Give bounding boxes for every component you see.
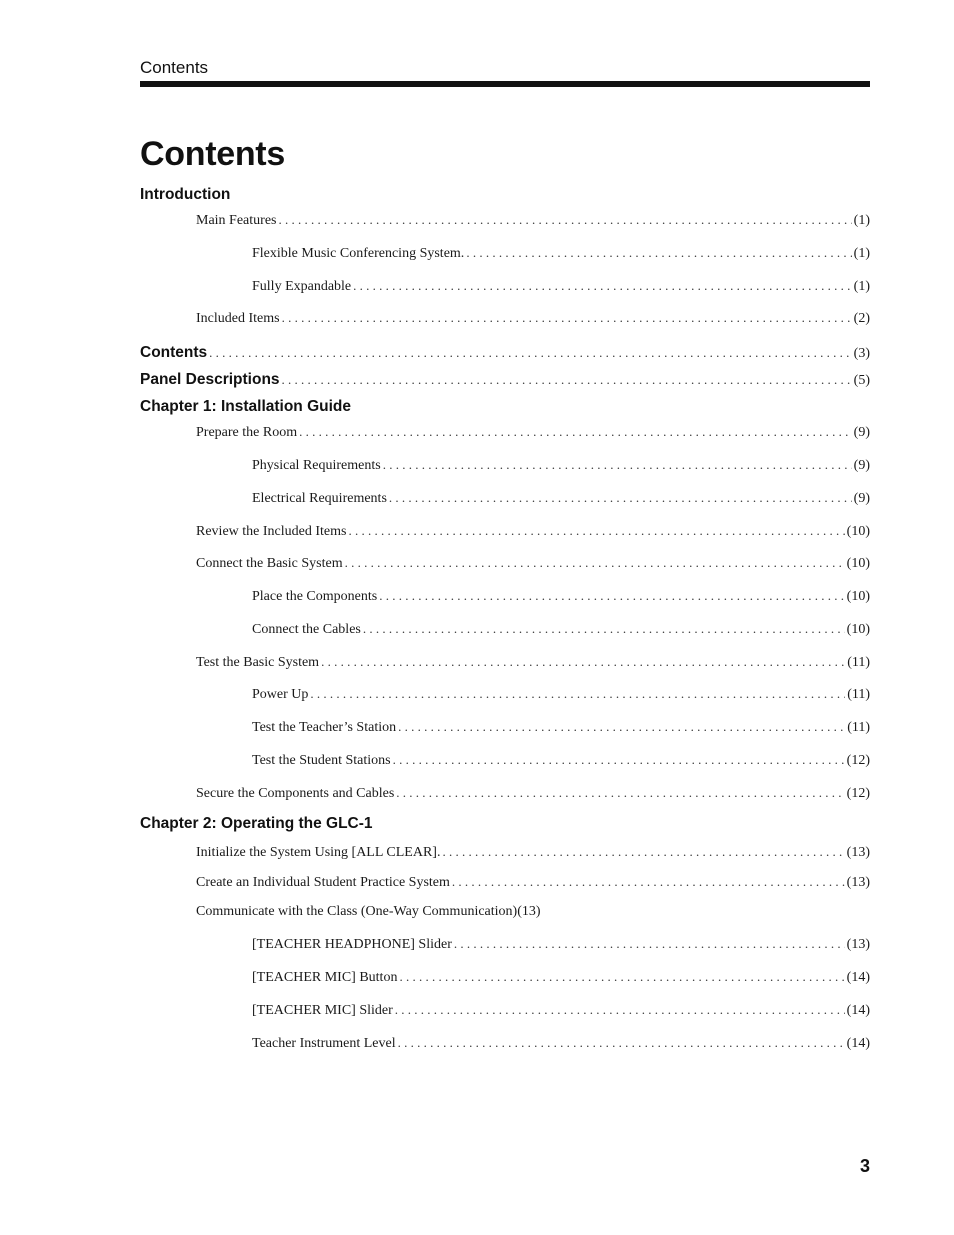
toc-page: (1)	[853, 213, 870, 228]
toc-page: (9)	[853, 458, 870, 473]
toc-entry-cables[interactable]	[252, 621, 870, 638]
toc-label: Prepare the Room	[196, 425, 298, 440]
toc-page: (10)	[846, 589, 870, 604]
toc-label: Connect the Cables	[252, 622, 361, 637]
toc-entry-headphone[interactable]	[252, 936, 870, 953]
toc-page: (14)	[846, 970, 870, 985]
toc-entry-flexible[interactable]	[252, 245, 870, 262]
toc-entry-instrument[interactable]	[252, 1035, 870, 1052]
toc-entry-electrical[interactable]	[252, 490, 870, 507]
toc-page: (11)	[847, 655, 870, 670]
toc-page: (2)	[853, 311, 870, 326]
toc-page: (10)	[846, 524, 870, 539]
toc-entry-communicate[interactable]: Communicate with the Class (One-Way Communication)(13)	[196, 904, 541, 919]
toc-label: [TEACHER HEADPHONE] Slider	[252, 937, 452, 952]
toc-entry-physical[interactable]	[252, 457, 870, 474]
page-number: 3	[859, 1156, 870, 1176]
toc-entry-prepare[interactable]	[196, 424, 870, 441]
toc-entry-connect-basic[interactable]	[196, 555, 870, 572]
dot-leader	[398, 1035, 845, 1051]
dot-leader	[396, 785, 844, 801]
dot-leader	[399, 969, 844, 985]
toc-label: Panel Descriptions	[140, 371, 280, 388]
dot-leader	[348, 523, 844, 539]
toc-page: (14)	[846, 1003, 870, 1018]
toc-page: (11)	[847, 720, 870, 735]
toc-page: (14)	[846, 1036, 870, 1051]
toc-entry-contents[interactable]	[140, 344, 870, 362]
toc-page: (9)	[853, 425, 870, 440]
toc-label: Create an Individual Student Practice System	[196, 875, 450, 890]
dot-leader	[442, 844, 844, 860]
toc-label: Review the Included Items	[196, 524, 347, 539]
toc-page: (13)	[846, 845, 870, 860]
dot-leader	[398, 719, 845, 735]
toc-page: (1)	[853, 279, 870, 294]
dot-leader	[466, 245, 851, 261]
toc-page: (10)	[846, 622, 870, 637]
toc-page: (9)	[853, 491, 870, 506]
page-title: Contents	[140, 135, 285, 173]
dot-leader	[353, 278, 852, 294]
toc-label: Fully Expandable	[252, 279, 352, 294]
dot-leader	[282, 372, 852, 388]
toc-entry-test-basic[interactable]	[196, 654, 870, 671]
toc-page: (5)	[853, 373, 870, 388]
toc-entry-included[interactable]	[196, 310, 870, 327]
toc-label: Electrical Requirements	[252, 491, 387, 506]
toc-label: Secure the Components and Cables	[196, 786, 395, 801]
section-chapter-2: Chapter 2: Operating the GLC-1	[140, 815, 373, 832]
toc-label: Test the Student Stations	[252, 753, 391, 768]
toc-entry-expandable[interactable]	[252, 278, 870, 295]
toc-label: Test the Teacher’s Station	[252, 720, 397, 735]
section-introduction: Introduction	[140, 186, 231, 203]
toc-page: (11)	[847, 687, 870, 702]
toc-entry-initialize[interactable]	[196, 844, 870, 861]
dot-leader	[321, 654, 845, 670]
toc-entry-student-stations[interactable]	[252, 752, 870, 769]
toc-label: Place the Components	[252, 589, 378, 604]
toc-entry-review[interactable]	[196, 523, 870, 540]
toc-label: Main Features	[196, 213, 277, 228]
toc-entry-create[interactable]	[196, 874, 870, 891]
toc-label: Power Up	[252, 687, 309, 702]
toc-page: (10)	[846, 556, 870, 571]
toc-label: Connect the Basic System	[196, 556, 343, 571]
dot-leader	[299, 424, 852, 440]
toc-entry-mic-slider[interactable]	[252, 1002, 870, 1019]
dot-leader	[379, 588, 844, 604]
section-chapter-1: Chapter 1: Installation Guide	[140, 398, 351, 415]
toc-label: Included Items	[196, 311, 280, 326]
toc-label: [TEACHER MIC] Slider	[252, 1003, 393, 1018]
toc-page: (3)	[853, 346, 870, 361]
toc-page: (12)	[846, 786, 870, 801]
toc-entry-mic-button[interactable]	[252, 969, 870, 986]
dot-leader	[278, 212, 851, 228]
toc-label: Test the Basic System	[196, 655, 320, 670]
dot-leader	[454, 936, 845, 952]
dot-leader	[209, 345, 852, 361]
toc-page: (12)	[846, 753, 870, 768]
toc-page: (13)	[846, 875, 870, 890]
dot-leader	[389, 490, 852, 506]
dot-leader	[363, 621, 845, 637]
toc-page: (1)	[853, 246, 870, 261]
toc-entry-panel[interactable]	[140, 371, 870, 389]
toc-label: Flexible Music Conferencing System.	[252, 246, 465, 261]
dot-leader	[310, 686, 845, 702]
header-rule	[140, 81, 870, 87]
toc-entry-main-features[interactable]	[196, 212, 870, 229]
dot-leader	[345, 555, 845, 571]
dot-leader	[282, 310, 852, 326]
toc-entry-secure[interactable]	[196, 785, 870, 802]
toc-page: (13)	[846, 937, 870, 952]
dot-leader	[393, 752, 845, 768]
dot-leader	[452, 874, 845, 890]
toc-entry-power[interactable]	[252, 686, 870, 703]
toc-entry-teacher-station[interactable]	[252, 719, 870, 736]
toc-label: Physical Requirements	[252, 458, 381, 473]
running-header: Contents	[140, 58, 209, 77]
toc-label: Initialize the System Using [ALL CLEAR].	[196, 845, 441, 860]
dot-leader	[395, 1002, 845, 1018]
dot-leader	[383, 457, 852, 473]
toc-label: Teacher Instrument Level	[252, 1036, 396, 1051]
toc-label: [TEACHER MIC] Button	[252, 970, 398, 985]
toc-label: Contents	[140, 344, 208, 361]
toc-entry-place[interactable]	[252, 588, 870, 605]
